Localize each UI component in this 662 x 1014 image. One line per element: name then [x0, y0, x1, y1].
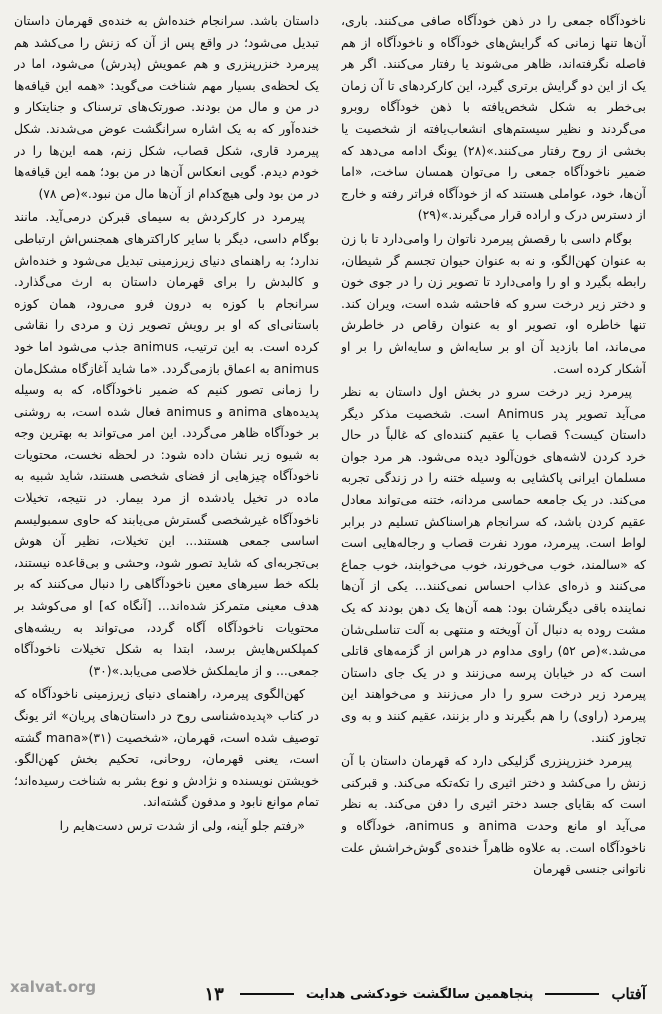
paragraph: «رفتم جلو آینه، ولی از شدت ترس دست‌هایم را [59, 817, 305, 833]
paragraph: پیرمرد زیر درخت سرو در بخش اول داستان به نظر می‌آید تصویر پدر Animus است. شخصیت مذکر دیگر داستان کیست؟ قصاب یا عقیم کننده‌ای که غالباً در حال خرد کردن لاشه‌های خون‌آلود دیده می‌شود. هر مرد جوان مسلمان ایرانی پاکشایی به وسیله ختنه را در زندگی تجربه می‌کند. در یک جامعه حماسی مردانه، ختنه می‌تواند معادل عقیم کردن باشد، که سرانجام هراسناکش تسلیم در برابر لواط است. پیرمرد، مورد نفرت قصاب و رجاله‌هایی است که «سالمند، خوب می‌خورند، خوب می‌خوابند، خوب جماع می‌کنند و ذره‌ای عذاب احساس نمی‌کنند... یکی از آن‌ها نماینده باقی دیگرشان بود: همه آن‌ها یک دهن بودند که یک مشت روده به دنبال آن آویخته و منتهی به آلت تناسلی‌شان می‌شد.»(ص ۵۲) راوی مداوم در هراس از گزمه‌های قاتلی است که در خیابان پرسه می‌زنند و در یک جای داستان پیرمرد زیر درخت سرو را دار می‌زنند و می‌خواهند این پیرمرد (راوی) را هم بگیرند و دار بزنند، عقیم کنند و به وی تجاوز کنند. [341, 384, 646, 745]
footer-rule-1 [545, 993, 599, 995]
footer-rule-2 [240, 993, 294, 995]
right-column [341, 10, 646, 968]
paragraph: ناخودآگاه جمعی را در ذهن خودآگاه صافی می‌کنند. باری، آن‌ها تنها زمانی که گرایش‌های خودآگاه و ناخودآگاه از هم فاصله نگرفته‌اند، ظاهر می‌شوند یا رفتار می‌کنند. اگر هر یک از این دو گرایش برتری گیرد، این کارکردهای تا آن زمان بی‌خطر به شکل شخص‌یافته با ذهن خودآگاه روبرو می‌گردند و نظیر سیستم‌های انشعاب‌یافته از شخصیت یا بخشی از روح رفتار می‌کنند.»(۲۸) یونگ ادامه می‌دهد که ضمیر ناخودآگاه جمعی را می‌توان همسان ساخت، «اما آن‌ها، خود، عواملی هستند که از خودآگاه فراتر رفته و خارج از دسترس درک و اراده قرار می‌گیرند.»(۲۹) [341, 13, 646, 223]
paragraph: داستان باشد. سرانجام خنده‌اش به خنده‌ی قهرمان داستان تبدیل می‌شود؛ در واقع پس از آن که زنش را می‌کشد هم پیرمرد خنزرپنزری و هم عمویش (پدرش) می‌شود، اما در یک لحظه‌ی بسیار مهم شناخت می‌گوید: «همه این قیافه‌ها در من و مال من بودند. صورتک‌های ترسناک و جنایتکار و خنده‌آور که به یک اشاره سرانگشت عوض می‌شدند. شکل پیرمرد قاری، شکل قصاب، شکل زنم، همه این‌ها را در خودم دیدم. گویی انعکاس آن‌ها در من بود؛ همه این قیافه‌ها در من بود ولی هیچ‌کدام از آن‌ها مال من نبود.»(ص ۷۸) [14, 13, 319, 201]
paragraph: پیرمرد خنزرپنزری گزلیکی دارد که قهرمان داستان با آن زنش را می‌کشد و دختر اثیری را تکه‌تکه می‌کند. و قبرکنی است که بقایای جسد دختر اثیری را دفن می‌کند. به نظر می‌آید او مانع وحدت anima و animus، خودآگاه و ناخودآگاه است. به علاوه ظاهراً خنده‌ی گوش‌خراشش علت ناتوانی جنسی قهرمان [341, 753, 646, 877]
page-number: ۱۳ [204, 983, 224, 1005]
site-watermark: xalvat.org [10, 978, 97, 996]
paragraph: پیرمرد در کارکردش به سیمای قبرکن درمی‌آید. مانند بوگام داسی، دیگر با سایر کاراکترهای همجنس‌اش ارتباطی ندارد؛ به راهنمای دنیای زیرزمینی تبدیل می‌شود و خنده‌اش و کالبدش را برای قهرمان داستان به ارث می‌گذارد. سرانجام با کوزه به درون فرو می‌رود، همان کوزه باستانی‌ای که او بر رویش تصویر زن و مردی را نقاشی کرده است. به این ترتیب، animus جذب می‌شود اما خود animus به اعماق بازمی‌گردد. «ما شاید آغازگاه مشکل‌مان را زمانی تصور کنیم که ضمیر ناخودآگاه، که به وسیله پدیده‌های anima و animus فعال شده است، به روشنی بر خودآگاه ظاهر می‌گردد. این امر می‌تواند به بهترین وجه به شیوه زیر نشان داده شود: در لحظه نخست، محتویات ناخودآگاه چیزهایی از فضای شخصی هستند، شاید شبیه به ماده در تخیل یادشده از مرد بیمار. در نتیجه، تخیلات ناخودآگاه غیرشخصی گسترش می‌یابند که حاوی سمبولیسم اساسی جمعی هستند... این تخیلات، نظیر آن هوش بی‌تجربه‌ای که شاید تصور شود، وحشی و بی‌قاعده نیستند، بلکه خط سیرهای معین ناخودآگاهی را دنبال می‌کنند که بر هدف معینی متمرکز شده‌اند... [آنگاه که] او می‌کوشد بر محتویات ناخودآگاه آگاه گردد، می‌تواند به ریشه‌های کمپلکس‌هایش برسد، ابتدا به شکل تخیلات ناخودآگاه جمعی... و از مایملکش خلاصی می‌یابد.»(۳۰) [14, 209, 319, 678]
paragraph: کهن‌الگوی پیرمرد، راهنمای دنیای زیرزمینی ناخودآگاه که در کتاب «پدیده‌شناسی روح در داستان‌های پریان» اثر یونگ توصیف شده است، قهرمان، «شخصیت mana»(۳۱) گشته است، یعنی قهرمان، روحانی، تحکیم بخش کهن‌الگو. خویشتن نویسنده و نژادش و نوع بشر به شناخت رسیده‌اند؛ تمام موانع نابود و مدفون گشته‌اند. [14, 686, 319, 810]
paragraph: بوگام داسی با رقصش پیرمرد ناتوان را وامی‌دارد تا با زن به عنوان کهن‌الگو، و نه به عنوان حیوان تجسم گر شیطان، رابطه بگیرد و او را وامی‌دارد تا تصویر زن را در جوی خون و دختر زیر درخت سرو که فاحشه شده است، ویران کند. تنها خاطره او، تصویر او به عنوان رقاص در خاطرش می‌ماند، اما بازدید آن او بر سایه‌اش و سایه‌اش را بر او آشکار کرده است. [341, 230, 646, 376]
magazine-name: آفتاب [611, 985, 646, 1003]
text-columns [14, 10, 646, 968]
issue-title: پنجاهمین سالگشت خودکشی هدایت [305, 986, 534, 1002]
left-column [14, 10, 319, 968]
page-footer [0, 980, 662, 1008]
